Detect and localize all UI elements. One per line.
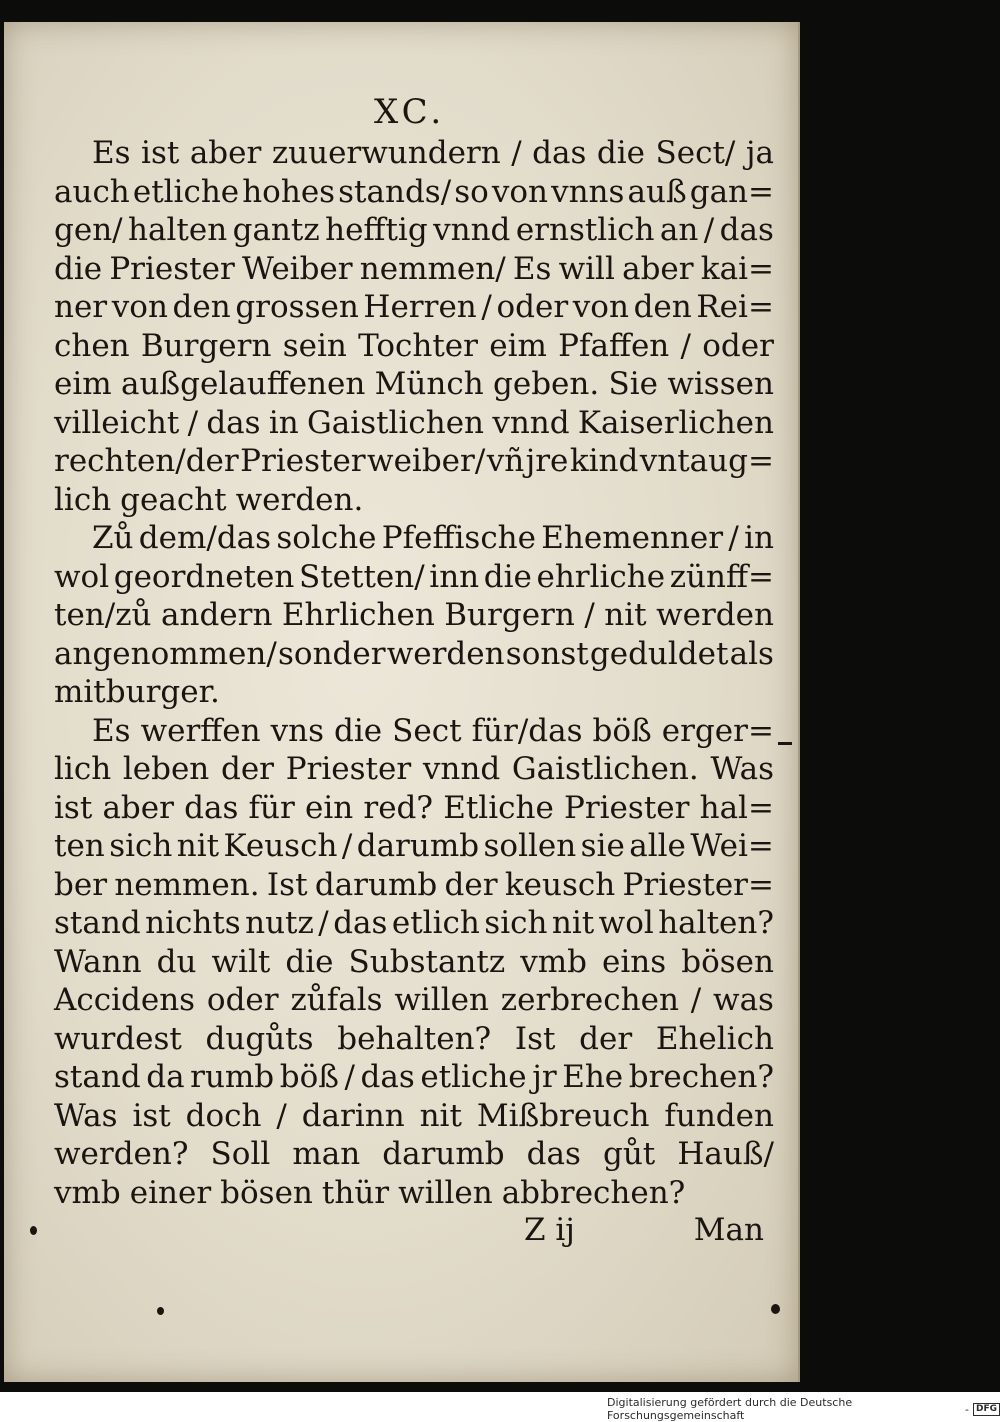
word: zůfals [290, 982, 383, 1018]
word: wol [54, 558, 110, 595]
word: nit [176, 828, 220, 864]
word: werden? [54, 1136, 189, 1172]
word: ist [132, 1097, 171, 1134]
word: / [728, 520, 739, 556]
word: bösen [681, 943, 774, 980]
word: Was [54, 1097, 118, 1134]
word: darumb [382, 1136, 505, 1172]
word: vntaug= [639, 443, 774, 479]
word: du [156, 943, 197, 980]
word: jre [525, 443, 569, 479]
word: das [333, 905, 388, 941]
word: keusch [504, 866, 616, 903]
word: das [360, 1059, 415, 1095]
word: als [729, 635, 774, 672]
word: vmb [520, 943, 587, 980]
word: / [187, 404, 199, 441]
word: wilt [211, 943, 271, 980]
dfg-logo: DFG [973, 1403, 1000, 1416]
word: zuuerwundern [271, 135, 501, 171]
word: Ehrlichen [281, 597, 435, 633]
word: Soll [210, 1136, 271, 1172]
word: / [341, 828, 353, 864]
word: / [680, 327, 691, 364]
word: gan= [689, 173, 774, 210]
word: außgelauffenen [120, 366, 366, 402]
word: Pfaffen [558, 327, 670, 364]
word: Hauß/ [677, 1136, 774, 1172]
word: Priester [240, 443, 366, 479]
word: werden [386, 635, 505, 672]
text-line [54, 288, 774, 327]
word: eim [54, 366, 112, 402]
word: das [526, 1136, 581, 1172]
footer-credit: Digitalisierung gefördert durch die Deutsche Forschungsgemeinschaft - DFG [607, 1396, 1000, 1422]
word: will [558, 250, 615, 287]
word: lich [54, 751, 112, 787]
word: Burgern [444, 597, 575, 633]
word: aber [102, 789, 174, 826]
word: abbrechen? [501, 1174, 686, 1211]
word: Mißbreuch [476, 1097, 650, 1134]
word: eim [489, 327, 547, 364]
folio-number: XC. [374, 92, 446, 132]
word: chen [54, 327, 130, 364]
text-block [54, 134, 774, 1212]
word: erger= [661, 712, 774, 749]
word: vnnd [422, 751, 501, 787]
word: vnnd [433, 212, 511, 248]
word: Es [92, 712, 131, 749]
word: ten [54, 828, 105, 864]
word: zünff= [669, 558, 774, 595]
word: einer [129, 1174, 212, 1211]
word: halten? [658, 905, 774, 941]
word: von [111, 289, 168, 325]
word: Gaistlichen [307, 404, 485, 441]
word: stand [54, 905, 141, 941]
word: Keusch [223, 828, 338, 864]
word: Substantz [348, 943, 506, 980]
text-line [54, 827, 774, 866]
ink-spot-mark [30, 1226, 37, 1235]
text-line [54, 134, 774, 173]
word: Es [92, 135, 131, 171]
word: Sect [392, 712, 462, 749]
word: den [172, 289, 231, 325]
word: die [285, 943, 334, 980]
word: in [744, 520, 774, 556]
word: für [248, 789, 295, 826]
word: / [276, 1097, 287, 1134]
word: etlich [391, 905, 480, 941]
signature-mark: Z ij [524, 1212, 575, 1248]
word: behalten? [337, 1020, 492, 1057]
word: thür [321, 1174, 390, 1211]
text-line [54, 1020, 774, 1059]
word: geduldet [589, 635, 729, 672]
word: rechten/der [54, 443, 239, 479]
word: villeicht [54, 404, 180, 441]
book-page [4, 22, 800, 1382]
word: Ist [266, 866, 308, 903]
word: vmb [54, 1174, 121, 1211]
word: das [532, 135, 587, 171]
word: ner [54, 289, 108, 325]
word: red? [363, 789, 434, 826]
word: in [268, 404, 299, 441]
word: sollen [483, 828, 577, 864]
word: ein [304, 789, 354, 826]
word: hal= [699, 789, 774, 826]
word: werden [656, 597, 774, 633]
word: das [206, 404, 261, 441]
word: darinn [301, 1097, 405, 1134]
word: Kaiserlichen [577, 404, 774, 441]
word: von [572, 289, 629, 325]
text-line [54, 481, 774, 520]
word: Sie [608, 366, 659, 402]
word: der [579, 1020, 633, 1057]
word: / [344, 1059, 355, 1095]
word: ist [54, 789, 93, 826]
word: vns [270, 712, 325, 749]
word: stands/ [338, 173, 452, 210]
word: der [444, 866, 498, 903]
word: gantz [232, 212, 320, 248]
text-line [54, 327, 774, 366]
word: die [54, 250, 103, 287]
word: Etliche [443, 789, 554, 826]
word: wol [598, 905, 654, 941]
word: ist [141, 135, 180, 171]
word: etliche [132, 173, 240, 210]
text-line [54, 750, 774, 789]
word: nutz [245, 905, 314, 941]
word: da [146, 1059, 185, 1095]
word: für/das [471, 712, 583, 749]
word: brechen? [628, 1059, 774, 1095]
word: angenommen/ [54, 635, 277, 672]
word: böß [279, 1059, 339, 1095]
word: ja [745, 135, 774, 171]
word: kind [569, 443, 639, 479]
word: / [511, 135, 522, 171]
word: sich [109, 828, 173, 864]
word: Weiber [241, 250, 353, 287]
text-line [54, 943, 774, 982]
word: geordneten [113, 558, 295, 595]
word: willen [398, 1174, 493, 1211]
word: oder [206, 982, 279, 1018]
text-line [54, 904, 774, 943]
word: gůt [602, 1136, 656, 1172]
word: Priester= [622, 866, 774, 903]
word: böß [592, 712, 652, 749]
word: Sect/ [655, 135, 736, 171]
word: alle [629, 828, 686, 864]
word: nit [419, 1097, 462, 1134]
catchline [524, 1212, 764, 1248]
word: dem/das [138, 520, 272, 556]
word: Gaistlichen. [511, 751, 699, 787]
word: stand [54, 1059, 141, 1095]
word: nemmen/ [359, 250, 506, 287]
word: sonder [278, 635, 386, 672]
word: werden. [235, 481, 364, 518]
word: ehrliche [536, 558, 666, 595]
word: nemmen. [114, 866, 260, 903]
word: ten/zů [54, 597, 152, 633]
word: / [318, 905, 329, 941]
word: Wei= [690, 828, 774, 864]
word: Accidens [54, 982, 196, 1018]
word: auß [627, 173, 687, 210]
text-line [54, 442, 774, 481]
word: Ehemenner [541, 520, 724, 556]
text-line [54, 404, 774, 443]
word: die [334, 712, 383, 749]
word: rumb [190, 1059, 275, 1095]
word: werffen [140, 712, 261, 749]
text-line [54, 1097, 774, 1136]
word: lich [54, 481, 112, 518]
text-line [54, 250, 774, 289]
word: vnns [551, 173, 625, 210]
word: jr [532, 1059, 557, 1095]
word: Priester [285, 751, 412, 787]
word: doch [185, 1097, 262, 1134]
word: vnnd [492, 404, 570, 441]
word: ber [54, 866, 108, 903]
word: weiber/ [367, 443, 486, 479]
word: funden [664, 1097, 774, 1134]
word: / [584, 597, 595, 633]
word: die [483, 558, 532, 595]
catchword: Man [693, 1212, 764, 1248]
word: etliche [420, 1059, 527, 1095]
word: Priester [109, 250, 235, 287]
word: oder [702, 327, 774, 364]
word: nit [551, 905, 595, 941]
word: Münch [374, 366, 484, 402]
word: von [491, 173, 549, 210]
word: willen [394, 982, 489, 1018]
text-line [54, 558, 774, 597]
word: geben. [493, 366, 600, 402]
word: wissen [667, 366, 774, 402]
word: hohes [242, 173, 336, 210]
word: zerbrechen [500, 982, 679, 1018]
word: aber [622, 250, 694, 287]
word: an [659, 212, 699, 248]
word: Ehe [562, 1059, 624, 1095]
word: inn [429, 558, 480, 595]
word: ernstlich [515, 212, 655, 248]
word: sie [580, 828, 625, 864]
word: mitburger. [54, 674, 220, 710]
word: Stetten/ [298, 558, 425, 595]
word: Rei= [696, 289, 774, 325]
word: Wann [54, 943, 142, 980]
word: sich [484, 905, 548, 941]
word: Ehelich [655, 1020, 774, 1057]
word: grossen [235, 289, 359, 325]
word: die [596, 135, 646, 171]
ink-spot-mark [157, 1307, 164, 1315]
footer-credit-text: Digitalisierung gefördert durch die Deutsche Forschungsgemeinschaft [607, 1396, 853, 1422]
text-line [54, 1135, 774, 1174]
word: Zů [92, 520, 134, 556]
word: so [454, 173, 489, 210]
text-line [54, 635, 774, 674]
word: / [703, 212, 715, 248]
word: gen/ [54, 212, 123, 248]
word: man [292, 1136, 361, 1172]
text-line [54, 519, 774, 558]
word: dugůts [205, 1020, 314, 1057]
word: Pfeffische [381, 520, 536, 556]
word: das [184, 789, 239, 826]
text-line [54, 789, 774, 828]
word: Herren [363, 289, 477, 325]
word: aber [189, 135, 262, 171]
word: Ist [514, 1020, 556, 1057]
word: nichts [145, 905, 241, 941]
word: leben [122, 751, 210, 787]
word: eins [602, 943, 667, 980]
word: auch [54, 173, 130, 210]
margin-dash-mark [778, 742, 792, 745]
text-line [54, 365, 774, 404]
word: den [633, 289, 692, 325]
word: / [481, 289, 492, 325]
word: Tochter [358, 327, 478, 364]
word: nit [604, 597, 647, 633]
word: andern [161, 597, 273, 633]
word: oder [496, 289, 569, 325]
word: wurdest [54, 1020, 182, 1057]
word: darumb [314, 866, 438, 903]
word: geacht [120, 481, 227, 518]
text-line [54, 981, 774, 1020]
text-line [54, 712, 774, 751]
text-line [54, 673, 774, 712]
text-line [54, 1058, 774, 1097]
word: sonst [505, 635, 589, 672]
text-line [54, 173, 774, 212]
word: / [690, 982, 702, 1018]
text-line [54, 211, 774, 250]
word: darumb [356, 828, 480, 864]
word: kai= [700, 250, 774, 287]
word: halten [128, 212, 228, 248]
word: vñ [486, 443, 525, 479]
word: bösen [220, 1174, 313, 1211]
text-line [54, 1174, 774, 1213]
word: Burgern [140, 327, 272, 364]
ink-spot-mark [771, 1304, 780, 1314]
text-line [54, 866, 774, 905]
word: hefftig [325, 212, 428, 248]
word: sein [282, 327, 347, 364]
word: der [220, 751, 274, 787]
word: Priester [563, 789, 690, 826]
word: das [719, 212, 774, 248]
text-line [54, 596, 774, 635]
word: was [713, 982, 774, 1018]
word: Was [710, 751, 774, 787]
word: Es [512, 250, 552, 287]
word: solche [276, 520, 377, 556]
